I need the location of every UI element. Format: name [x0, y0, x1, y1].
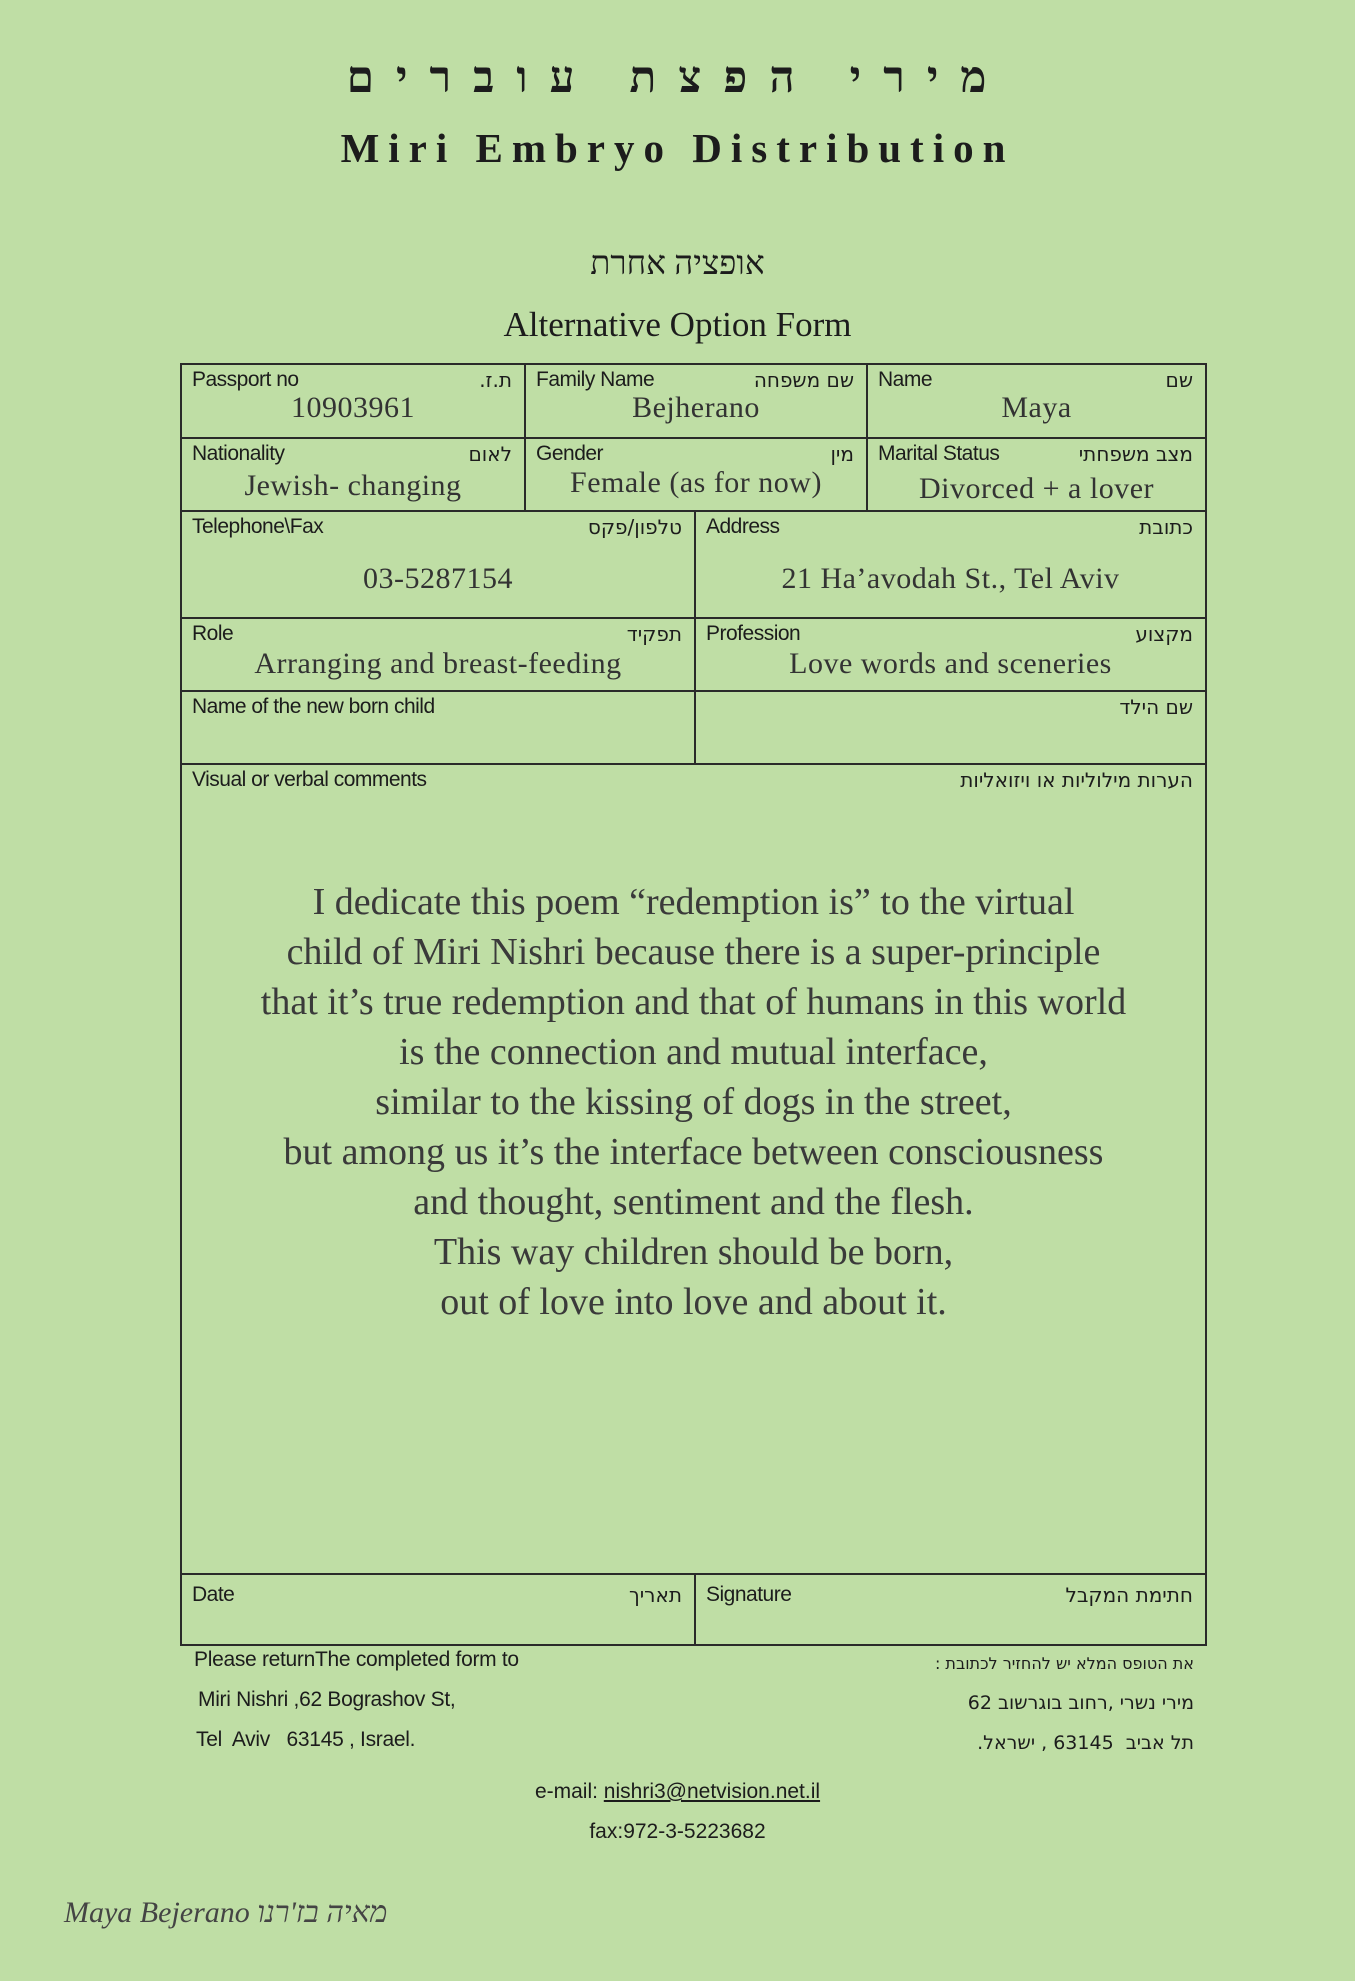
poem-line: that it’s true redemption and that of humans in this world	[260, 981, 1127, 1023]
family-name-label-he: שם משפחה	[753, 368, 854, 392]
return-address-line: Miri Nishri ,62 Bograshov St,	[198, 1688, 456, 1711]
telephone-value: 03-5287154	[363, 562, 513, 595]
address-value: 21 Ha’avodah St., Tel Aviv	[781, 562, 1120, 595]
fax-line: fax:972-3-5223682	[589, 1820, 766, 1843]
poem-line: is the connection and mutual interface,	[399, 1031, 988, 1073]
date-label: Date	[192, 1583, 235, 1606]
child-name-he-cell	[694, 690, 1205, 763]
name-value: Maya	[1001, 391, 1072, 424]
gender-label: Gender	[536, 442, 604, 465]
telephone-label: Telephone\Fax	[192, 515, 324, 538]
passport-cell	[182, 365, 524, 437]
gender-label-he: מין	[830, 442, 854, 466]
form-title: Alternative Option Form	[503, 305, 852, 344]
signature-label-he: חתימת המקבל	[1065, 1583, 1193, 1607]
profession-cell	[694, 617, 1205, 690]
poem-line: I dedicate this poem “redemption is” to the virtual	[312, 881, 1075, 923]
passport-label-he: ת.ז.	[479, 368, 512, 392]
role-label: Role	[192, 622, 234, 645]
nationality-label-he: לאום	[468, 442, 512, 466]
date-cell	[182, 1573, 694, 1644]
poem	[182, 877, 1205, 1327]
child-name-cell	[182, 690, 694, 763]
address-label-he: כתובת	[1139, 515, 1193, 539]
english-title: Miri Embryo Distribution	[340, 125, 1015, 171]
return-address-city: Tel Aviv 63145 , Israel.	[196, 1728, 416, 1751]
hebrew-subtitle: אופציה אחרת	[590, 246, 765, 282]
comments-label: Visual or verbal comments	[192, 768, 427, 791]
poem-line: This way children should be born,	[433, 1231, 954, 1273]
form-table	[180, 363, 1207, 1646]
family-name-value: Bejherano	[632, 391, 760, 424]
child-name-label: Name of the new born child	[192, 695, 435, 718]
name-cell	[866, 365, 1205, 437]
role-value: Arranging and breast-feeding	[254, 647, 622, 680]
passport-value: 10903961	[291, 391, 415, 424]
poem-line: similar to the kissing of dogs in the street,	[375, 1081, 1012, 1123]
signature-label: Signature	[706, 1583, 792, 1606]
comments-label-he: הערות מילוליות או ויזואליות	[960, 768, 1193, 792]
nationality-cell	[182, 437, 524, 510]
poem-line: and thought, sentiment and the flesh.	[413, 1181, 974, 1223]
poem-line: child of Miri Nishri because there is a super-principle	[286, 931, 1101, 973]
nationality-label: Nationality	[192, 442, 285, 465]
signature-cell	[694, 1573, 1205, 1644]
profession-label: Profession	[706, 622, 801, 645]
return-address-line-he: מירי נשרי ,רחוב בוגרשוב 62	[967, 1692, 1194, 1714]
name-label: Name	[878, 368, 933, 391]
role-cell	[182, 617, 694, 690]
gender-cell	[524, 437, 866, 510]
author-credit: Maya Bejerano מאיה בז'רנו	[64, 1896, 388, 1929]
marital-status-label-he: מצב משפחתי	[1078, 442, 1193, 466]
hebrew-title: מירי הפצת עוברים	[346, 53, 1009, 102]
nationality-value: Jewish- changing	[244, 469, 462, 502]
return-instruction: Please returnThe completed form to	[194, 1648, 519, 1671]
marital-status-value: Divorced + a lover	[919, 472, 1154, 505]
marital-status-label: Marital Status	[878, 442, 1000, 465]
comments-cell	[182, 763, 1205, 1573]
return-instruction-he: את הטופס המלא יש להחזיר לכתובת :	[934, 1654, 1194, 1673]
child-name-label-he: שם הילד	[1119, 695, 1193, 719]
address-label: Address	[706, 515, 780, 538]
family-name-label: Family Name	[536, 368, 655, 391]
return-address-city-he: תל אביב 63145 , ישראל.	[977, 1732, 1194, 1754]
email-label: e-mail:	[534, 1780, 598, 1803]
passport-label: Passport no	[192, 368, 299, 391]
marital-status-cell	[866, 437, 1205, 510]
profession-value: Love words and sceneries	[789, 647, 1112, 680]
poem-line: but among us it’s the interface between consciousness	[283, 1131, 1104, 1173]
profession-label-he: מקצוע	[1135, 622, 1193, 646]
address-cell	[694, 510, 1205, 617]
role-label-he: תפקיד	[626, 622, 682, 646]
email-line	[0, 1780, 1355, 1804]
telephone-cell	[182, 510, 694, 617]
family-name-cell	[524, 365, 866, 437]
gender-value: Female (as for now)	[570, 466, 822, 499]
telephone-label-he: טלפון/פקס	[587, 515, 682, 539]
poem-line: out of love into love and about it.	[440, 1281, 947, 1323]
name-label-he: שם	[1165, 368, 1193, 392]
date-label-he: תאריך	[628, 1583, 682, 1607]
email-link[interactable]: nishri3@netvision.net.il	[603, 1780, 821, 1803]
